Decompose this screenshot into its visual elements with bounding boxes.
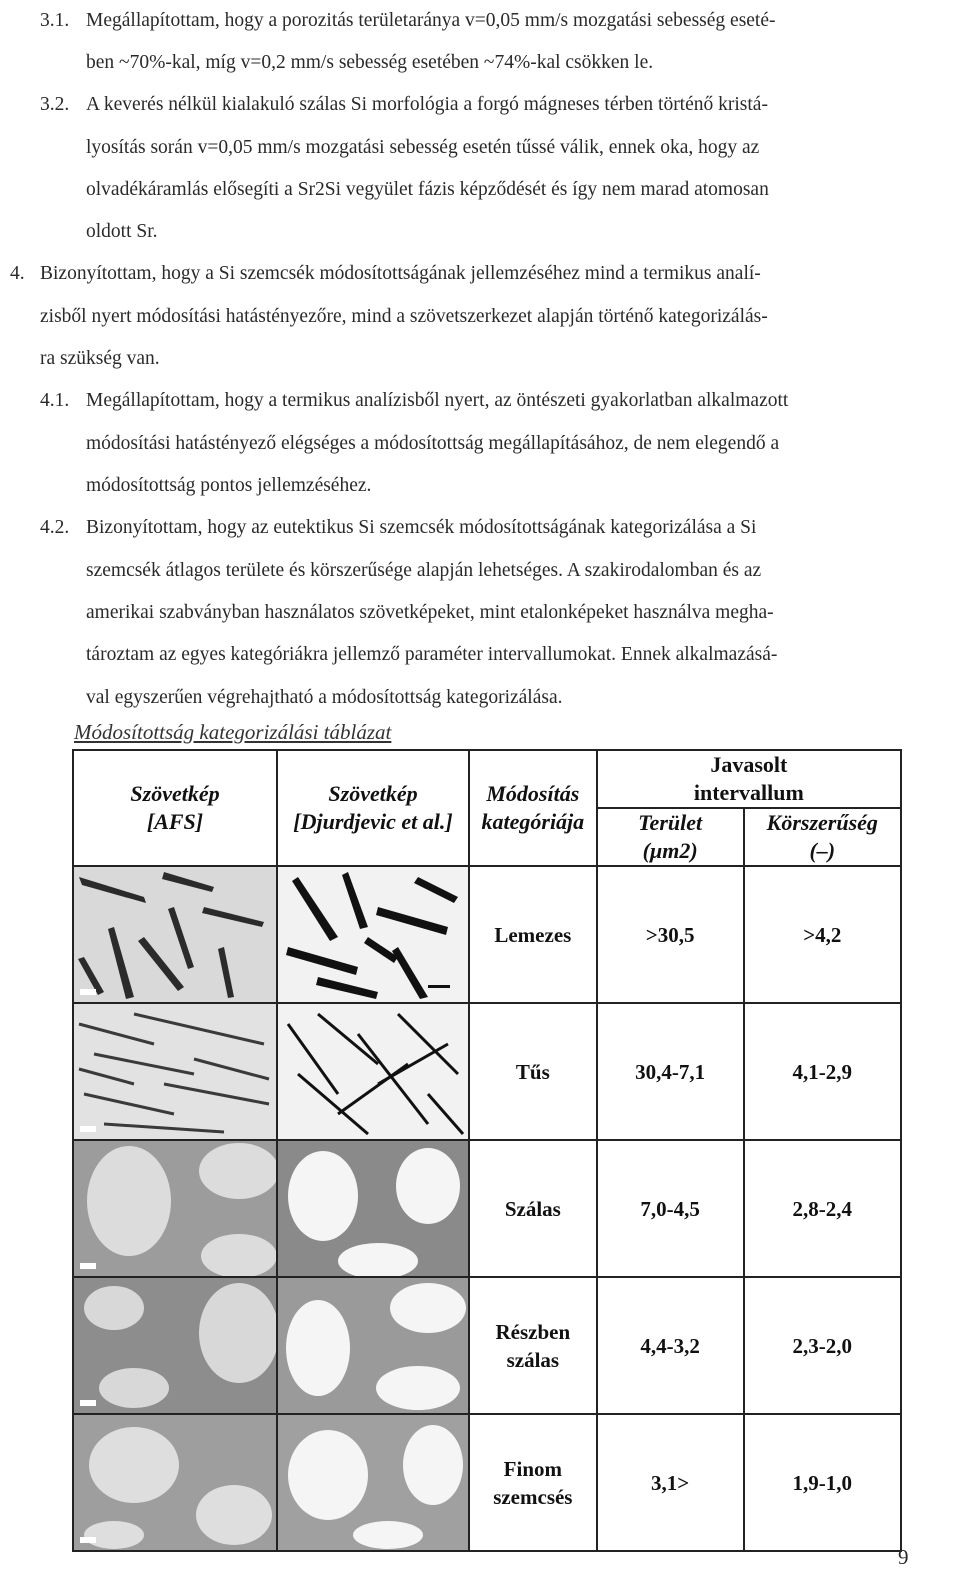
micrograph-djurdjevic-partly-fibrous [277,1277,469,1414]
page-number: 9 [898,1545,909,1569]
micrograph-afs-fine-grained [73,1414,277,1551]
category-line: Finom [503,1456,563,1481]
header-circularity [744,808,901,866]
paragraph-line: ben ~70%-kal, míg v=0,2 mm/s sebesség esetében ~74%-kal csökken le. [86,52,654,73]
micrograph-afs-partly-fibrous [73,1277,277,1414]
circularity-cell: 2,3-2,0 [744,1277,901,1414]
header-javasolt-line1: Javasolt [710,752,788,777]
table-row [73,1003,901,1140]
header-suggested-interval [597,750,901,808]
paragraph-line: lyosítás során v=0,05 mm/s mozgatási sebesség esetén tűssé válik, ennek oka, hogy az [86,137,760,158]
paragraph-line: val egyszerűen végrehajtható a módosítottság kategorizálása. [86,687,563,708]
paragraph-number: 4.2. [40,517,70,538]
header-area-line1: Terület [638,810,703,835]
categorization-table [72,749,902,1552]
category-cell: Tűs [469,1003,597,1140]
table-row [73,1414,901,1551]
header-djurdjevic [277,750,469,866]
micrograph-afs-fibrous [73,1140,277,1277]
paragraph-line: A keverés nélkül kialakuló szálas Si morfológia a forgó mágneses térben történő kristá- [86,94,768,115]
paragraph-line: zisből nyert módosítási hatástényezőre, mind a szövetszerkezet alapján történő kategorizálás- [40,306,768,327]
paragraph-line: Megállapítottam, hogy a termikus analízisből nyert, az öntészeti gyakorlatban alkalmazott [86,390,789,411]
header-circ-line1: Körszerűség [766,810,878,835]
table-caption: Módosítottság kategorizálási táblázat [74,720,392,744]
micrograph-djurdjevic-acicular [277,1003,469,1140]
circularity-cell: 1,9-1,0 [744,1414,901,1551]
circularity-cell: 4,1-2,9 [744,1003,901,1140]
header-category [469,750,597,866]
paragraph-number: 4. [10,263,25,284]
header-area-unit: (μm2) [642,838,698,863]
category-line: Részben [495,1319,571,1344]
micrograph-afs-acicular [73,1003,277,1140]
area-cell: 30,4-7,1 [597,1003,744,1140]
paragraph-number: 4.1. [40,390,70,411]
paragraph-line: ra szükség van. [40,348,160,369]
category-cell: Szálas [469,1140,597,1277]
paragraph-line: amerikai szabványban használatos szövetképeket, mint etalonképeket használva megha- [86,602,774,623]
table-row [73,1140,901,1277]
category-line: szálas [506,1347,560,1372]
paragraph-line: tároztam az egyes kategóriákra jellemző paraméter intervallumokat. Ennek alkalmazásá- [86,644,778,665]
header-afs-line2: [AFS] [146,809,204,834]
paragraph-line: Bizonyítottam, hogy az eutektikus Si szemcsék módosítottságának kategorizálása a Si [86,517,757,538]
header-afs [73,750,277,866]
area-cell: >30,5 [597,866,744,1003]
paragraph-line: módosítottság pontos jellemzéséhez. [86,475,372,496]
micrograph-djurdjevic-fibrous [277,1140,469,1277]
header-cat-line1: Módosítás [486,781,580,806]
circularity-cell: 2,8-2,4 [744,1140,901,1277]
category-line: szemcsés [493,1484,573,1509]
paragraph-line: módosítási hatástényező elégséges a módosítottság megállapításához, de nem elegendő a [86,433,780,454]
micrograph-djurdjevic-lamellar [277,866,469,1003]
header-javasolt-line2: intervallum [693,780,804,805]
micrograph-afs-lamellar [73,866,277,1003]
area-cell: 7,0-4,5 [597,1140,744,1277]
category-cell: Lemezes [469,866,597,1003]
header-circ-unit: (–) [809,838,836,863]
circularity-cell: >4,2 [744,866,901,1003]
header-afs-line1: Szövetkép [130,781,220,806]
header-djur-line1: Szövetkép [328,781,418,806]
table-row [73,866,901,1003]
paragraph-number: 3.2. [40,94,70,115]
area-cell: 3,1> [597,1414,744,1551]
paragraph-line: szemcsék átlagos területe és körszerűsége alapján lehetséges. A szakirodalomban és az [86,560,762,581]
area-cell: 4,4-3,2 [597,1277,744,1414]
paragraph-line: oldott Sr. [86,221,158,242]
table-row [73,1277,901,1414]
category-cell [469,1277,597,1414]
micrograph-djurdjevic-fine-grained [277,1414,469,1551]
category-cell [469,1414,597,1551]
header-cat-line2: kategóriája [481,809,585,834]
paragraph-line: olvadékáramlás elősegíti a Sr2Si vegyület fázis képződését és így nem marad atomosan [86,179,769,200]
paragraph-line: Bizonyítottam, hogy a Si szemcsék módosítottságának jellemzéséhez mind a termikus analí- [40,263,761,284]
header-djur-line2: [Djurdjevic et al.] [293,809,453,834]
paragraph-number: 3.1. [40,10,70,31]
paragraph-line: Megállapítottam, hogy a porozitás területaránya v=0,05 mm/s mozgatási sebesség eseté- [86,10,776,31]
header-area [597,808,744,866]
